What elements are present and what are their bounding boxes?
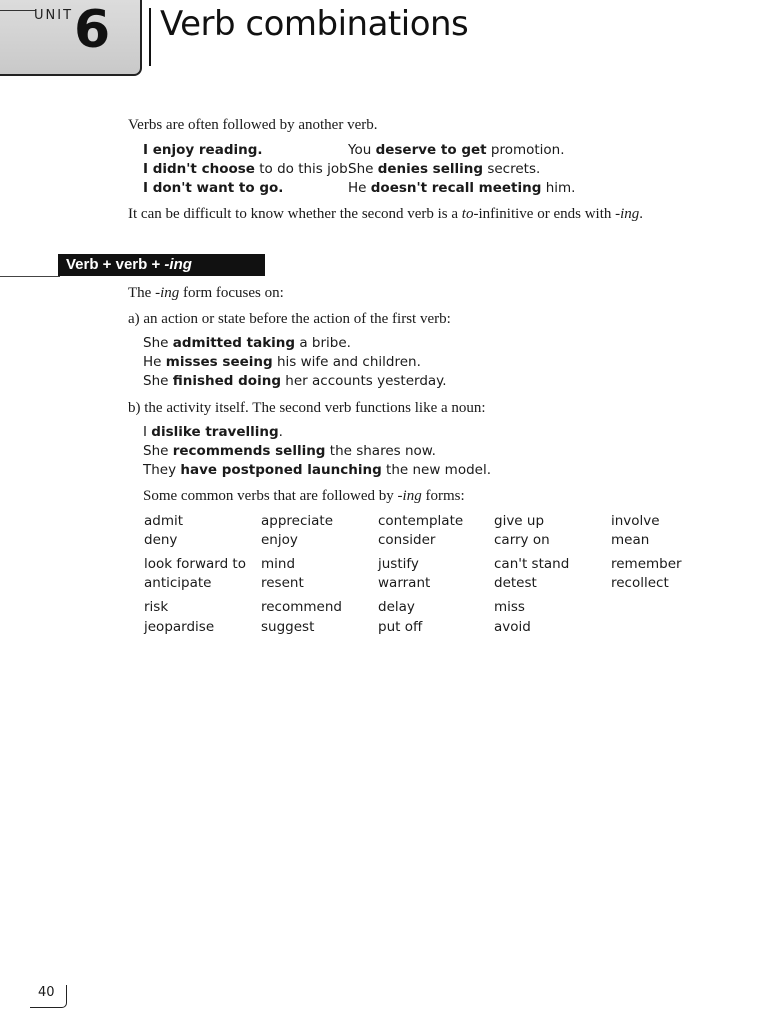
unit-badge [0,0,142,76]
verb-word: delay [378,599,415,615]
verb-word: warrant [378,575,431,591]
verb-word: contemplate [378,513,464,529]
point-a: a) an action or state before the action of the first verb: [128,311,451,327]
page-number-box [30,985,67,1008]
example-a-2: He misses seeing his wife and children. [143,354,421,370]
intro-note: It can be difficult to know whether the second verb is a to-infinitive or ends with -ing. [128,206,644,222]
verb-word: deny [144,532,178,548]
verb-word: suggest [261,619,315,635]
verb-word: resent [261,575,304,591]
verb-word: admit [144,513,184,529]
verb-word: detest [494,575,537,591]
verb-word: remember [611,556,682,572]
page-number: 40 [38,985,55,1000]
intro-example-left-2: I didn't choose to do this job. [143,161,352,177]
verb-word: can't stand [494,556,570,572]
title-divider [149,8,151,66]
example-b-1: I dislike travelling. [143,424,283,440]
section-heading: Verb + verb + -ing [58,254,265,276]
unit-label: UNIT [34,8,74,23]
verb-word: miss [494,599,525,615]
page-title: Verb combinations [160,4,469,44]
point-b: b) the activity itself. The second verb functions like a noun: [128,400,486,416]
verb-word: recommend [261,599,342,615]
intro-example-right-2: She denies selling secrets. [348,161,541,177]
unit-rule [0,10,36,11]
intro-lead: Verbs are often followed by another verb. [128,117,378,133]
verb-word: mean [611,532,650,548]
example-b-2: She recommends selling the shares now. [143,443,436,459]
intro-example-right-1: You deserve to get promotion. [348,142,565,158]
verb-word: anticipate [144,575,212,591]
verb-word: recollect [611,575,669,591]
verb-word: carry on [494,532,550,548]
intro-example-left-1: I enjoy reading. [143,142,263,158]
intro-example-left-3: I don't want to go. [143,180,284,196]
example-a-3: She finished doing her accounts yesterday. [143,373,447,389]
verb-word: justify [378,556,419,572]
verb-word: consider [378,532,436,548]
unit-number: 6 [74,0,111,60]
verb-word: mind [261,556,296,572]
intro-example-right-3: He doesn't recall meeting him. [348,180,576,196]
verb-word: jeopardise [144,619,215,635]
verb-word: risk [144,599,169,615]
verb-word: give up [494,513,545,529]
verb-word: look forward to [144,556,246,572]
example-a-1: She admitted taking a bribe. [143,335,351,351]
verb-word: appreciate [261,513,334,529]
common-verbs-intro: Some common verbs that are followed by -ing forms: [143,488,465,504]
example-b-3: They have postponed launching the new model. [143,462,492,478]
section-rule [0,276,60,277]
verb-word: involve [611,513,660,529]
verb-word: enjoy [261,532,298,548]
verb-word: avoid [494,619,531,635]
focus-statement: The -ing form focuses on: [128,285,284,301]
verb-word: put off [378,619,423,635]
